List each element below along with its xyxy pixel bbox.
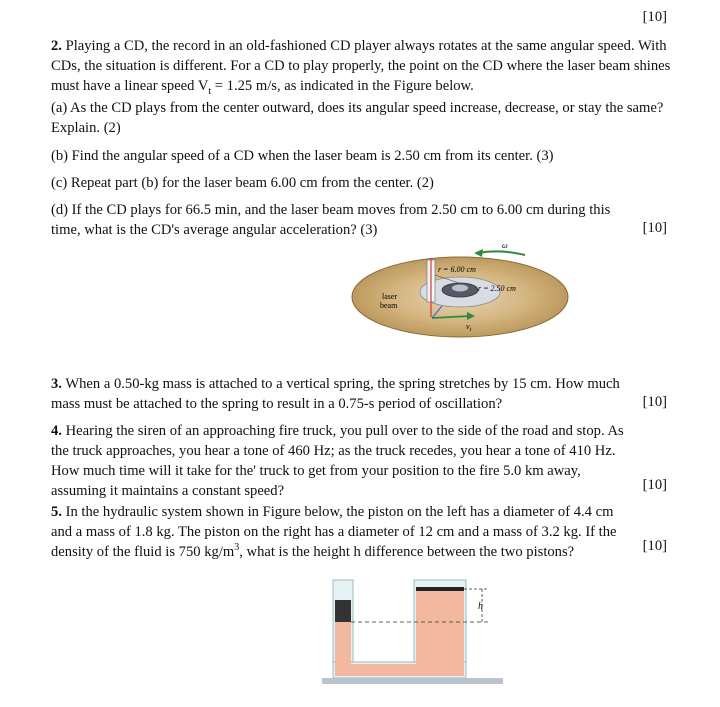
cd-figure [350,240,570,350]
question-2b: (b) Find the angular speed of a CD when the laser beam is 2.50 cm from its center. (3) [51,148,554,164]
omega-arrowhead [474,249,483,257]
header-points-mark: [10] [642,9,667,25]
laser-label-line2: beam [380,301,398,310]
question-2d: (d) If the CD plays for 66.5 min, and the laser beam moves from 2.50 cm to 6.00 cm during this time, what is the CD's average angular acceleration? (3) [51,202,611,238]
question-2c: (c) Repeat part (b) for the laser beam 6.00 cm from the center. (2) [51,175,434,191]
question-2-text [51,36,671,96]
cd-spindle [452,285,468,292]
question-3-body: When a 0.50-kg mass is attached to a vertical spring, the spring stretches by 15 cm. How much mass must be attached to the spring to result in a 0.75-s period of oscillation? [51,376,620,412]
question-5-body-end: , what is the height h difference between the two pistons? [239,544,575,560]
base-plate [322,678,503,684]
question-5-number: 5. [51,504,62,520]
r-inner-label: r = 2.50 cm [478,284,516,293]
left-piston [335,600,351,622]
h-label: h [478,601,483,612]
question-2-mark: [10] [642,220,667,236]
hydraulic-figure [320,578,510,693]
question-2-body-end: = 1.25 m/s, as indicated in the Figure below. [211,78,474,94]
question-4-number: 4. [51,423,62,439]
question-3-text [51,374,651,414]
question-3-mark: [10] [642,394,667,410]
question-4-mark: [10] [642,477,667,493]
question-5-mark: [10] [642,538,667,554]
question-3-number: 3. [51,376,62,392]
vt-label-main: v [466,322,470,331]
question-2-body: Playing a CD, the record in an old-fashioned CD player always rotates at the same angular speed. With CDs, the situation is different. For a CD to play properly, the point on the CD where the laser beam shines must have a linear speed V [51,38,671,94]
omega-arrow [478,251,525,255]
question-4-body: Hearing the siren of an approaching fire truck, you pull over to the side of the road and stop. As the truck approaches, you hear a tone of 460 Hz; as the truck recedes, you hear a tone of 410 Hz. How much time will it take for the' truck to get from your position to the fire 5.0 km away, assuming it maintains a constant speed? [51,423,624,499]
question-5-text [51,502,631,562]
question-2-number: 2. [51,38,62,54]
r-outer-label: r = 6.00 cm [438,265,476,274]
laser-label-line1: laser [382,292,398,301]
question-5-sup: 3 [234,542,240,554]
question-2a: (a) As the CD plays from the center outward, does its angular speed increase, decrease, or stay the same? Explain. (2) [51,100,664,136]
question-2-sub: t [208,85,212,97]
question-4-text [51,421,636,501]
right-piston [416,587,464,591]
right-fluid [416,591,464,676]
omega-label: ω [502,241,508,250]
vt-label-sub: t [469,327,472,333]
question-5-body: In the hydraulic system shown in Figure below, the piston on the left has a diameter of 4.4 cm and a mass of 1.8 kg. The piston on the right has a diameter of 12 cm and a mass of 3.2 kg. If the density of the fluid is 750 kg/m [51,504,617,560]
